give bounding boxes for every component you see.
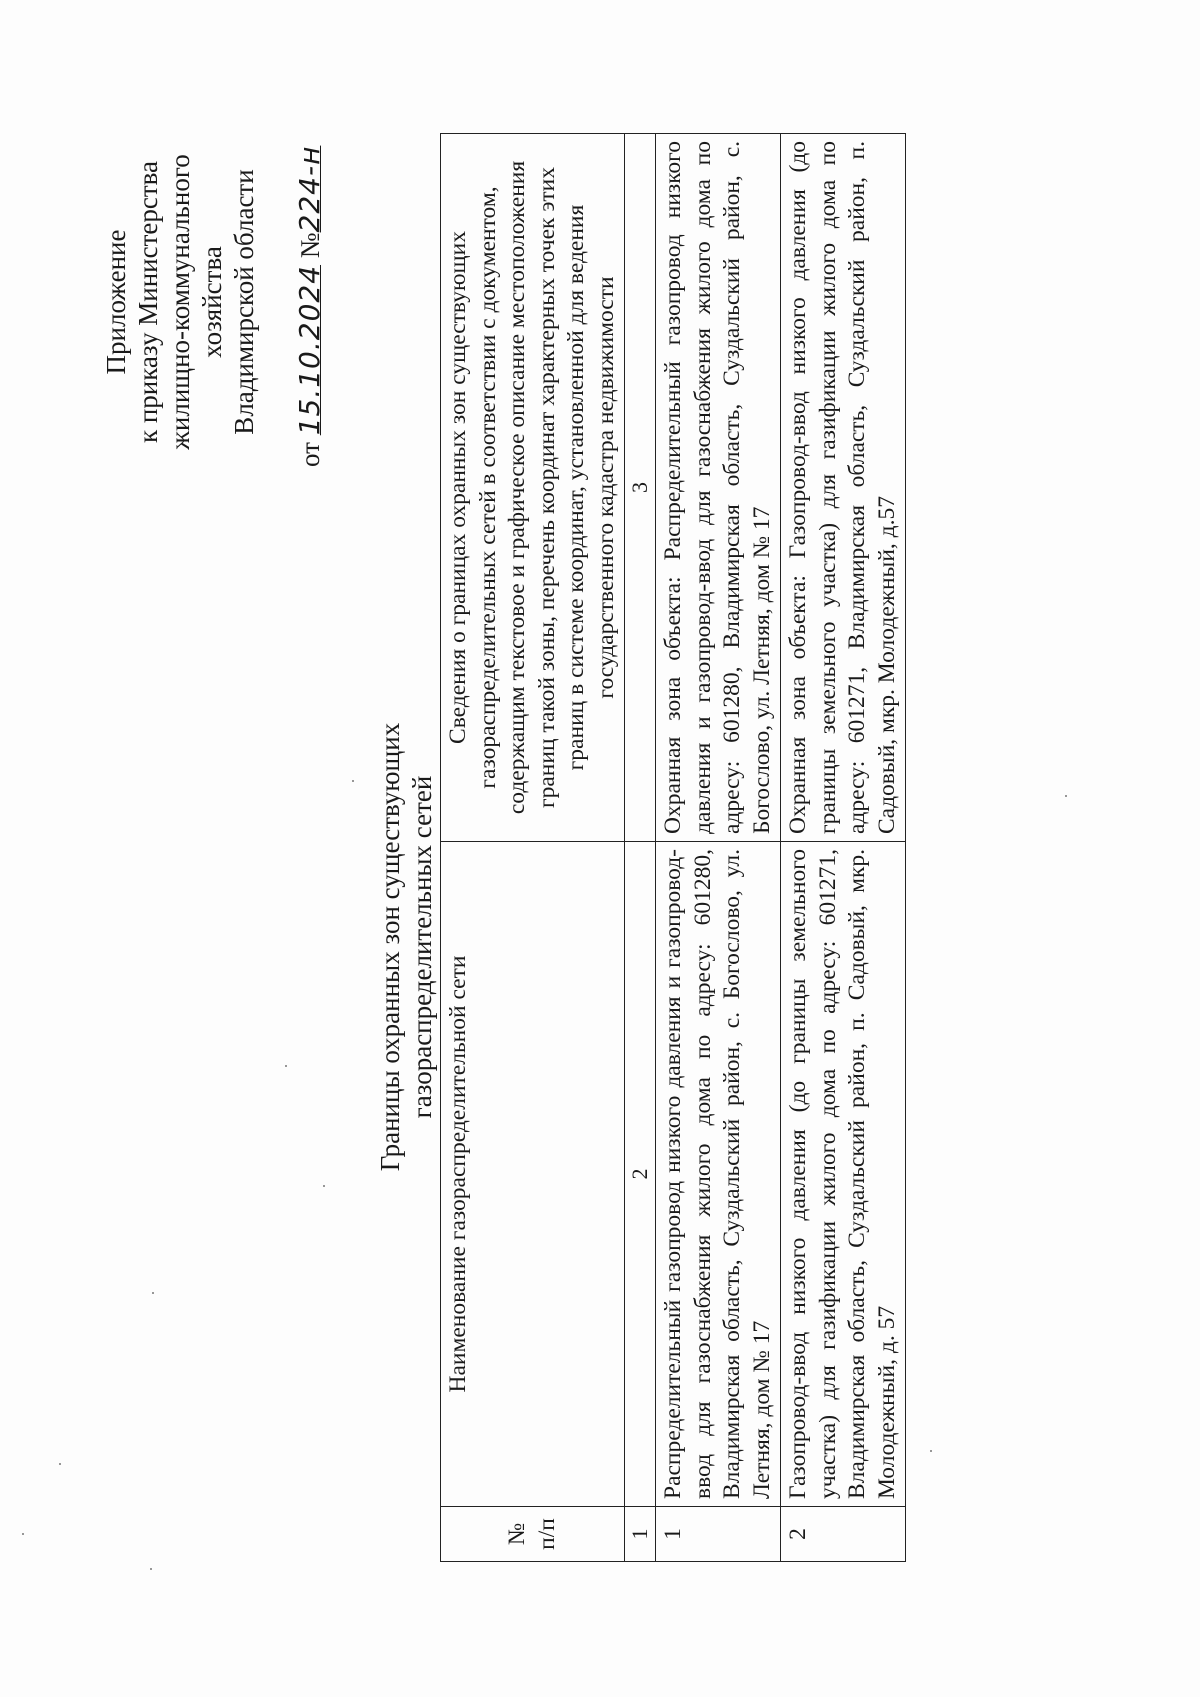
row-network-name: Распределительный газопровод низкого давления и газопровод-ввод для газоснабжения жилого дома по адресу: 601280, Владимирская область, Суздальский район, с. Богослово, ул. Летняя, дом № 17 [656,842,781,1507]
appendix-ministry-line: жилищно-коммунального хозяйства [165,154,227,450]
header-index: № п/п [441,1507,625,1562]
scan-speck [285,1065,287,1067]
document-title [374,397,438,1497]
appendix-label: Приложение [101,229,131,375]
date-prefix: от [295,442,325,467]
scan-speck [323,1185,325,1187]
handwritten-number: 224-н [293,145,326,233]
appendix-region-line: Владимирской области [229,169,259,435]
scan-speck [59,1463,61,1465]
header-zone-info: Сведения о границах охранных зон существующих газораспределительных сетей в соответствии с документом, содержащим текстовое и графическое описание местоположения границ такой зоны, перечень координат характерных точек этих границ в системе координат, установленной для ведения государственного кадастра недвижимости [441,134,625,842]
appendix-block [100,137,326,467]
table-row [656,134,781,1562]
scan-speck [352,780,354,782]
appendix-date-line [294,137,326,467]
scan-speck [150,1568,152,1570]
scan-speck [22,1533,24,1535]
table-row [781,134,906,1562]
column-number: 2 [625,842,656,1507]
row-index: 2 [781,1507,906,1562]
row-zone-info: Охранная зона объекта: Распределительный газопровод низкого давления и газопровод-ввод для газоснабжения жилого дома по адресу: 601280, Владимирская область, Суздальский район, с. Богослово, ул. Летняя, дом № 17 [656,134,781,842]
scan-speck [930,1450,932,1452]
row-zone-info: Охранная зона объекта: Газопровод-ввод низкого давления (до границы земельного участка) для газификации жилого дома по адресу: 601271, Владимирская область, Суздальский район, п. Садовый, мкр. Молодежный, д.57 [781,134,906,842]
column-number: 1 [625,1507,656,1562]
appendix-order-line: к приказу Министерства [133,160,163,444]
header-network-name: Наименование газораспределительной сети [441,842,625,1507]
title-line-2: газораспределительных сетей [407,775,437,1119]
title-line-1: Границы охранных зон существующих [375,722,405,1172]
zones-table [440,133,906,1562]
column-number-row [625,134,656,1562]
table-header-row [441,134,625,1562]
row-index: 1 [656,1507,781,1562]
scan-speck [152,1292,154,1294]
row-network-name: Газопровод-ввод низкого давления (до границы земельного участка) для газификации жилого дома по адресу: 601271, Владимирская область, Суздальский район, п. Садовый, мкр. Молодежный, д. 57 [781,842,906,1507]
scan-speck [1065,795,1067,797]
handwritten-date: 15.10.2024 [293,264,326,436]
number-prefix: № [295,232,325,259]
column-number: 3 [625,134,656,842]
